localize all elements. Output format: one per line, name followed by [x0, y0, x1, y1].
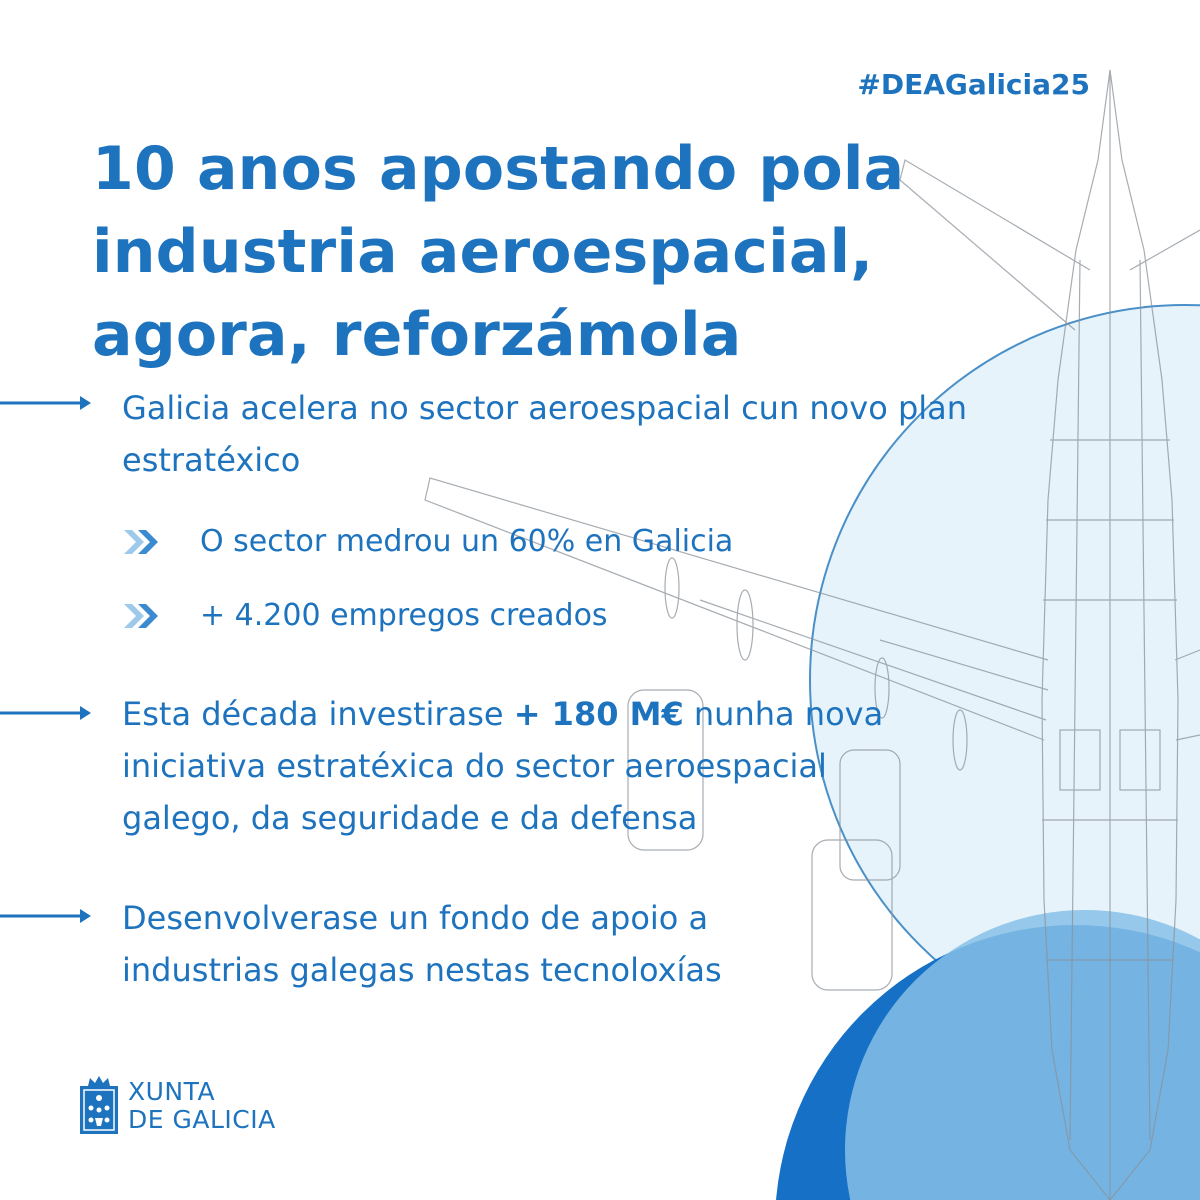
bullet-strategic-plan: Galicia acelera no sector aeroespacial cun novo plan estratéxico — [122, 389, 968, 479]
coat-of-arms-icon — [80, 1076, 118, 1134]
arrow-right-icon — [0, 703, 92, 723]
page-title: 10 anos apostando pola industria aeroespacial, agora, reforzámola — [92, 134, 905, 370]
bullet-investment-pre: Esta década investirase — [122, 695, 514, 733]
bullet-investment — [122, 688, 902, 844]
hashtag: #DEAGalicia25 — [857, 68, 1090, 101]
investment-amount: + 180 M€ — [513, 695, 684, 733]
double-chevron-icon — [122, 528, 162, 556]
logo-line-2: DE GALICIA — [128, 1105, 276, 1134]
double-chevron-icon — [122, 602, 162, 630]
bullet-support-fund: Desenvolverase un fondo de apoio a industrias galegas nestas tecnoloxías — [122, 899, 722, 989]
arrow-right-icon — [0, 906, 92, 926]
sub-item-growth: O sector medrou un 60% en Galicia — [200, 524, 734, 559]
arrow-right-icon — [0, 393, 92, 413]
logo-text — [128, 1078, 276, 1134]
sub-item-jobs: + 4.200 empregos creados — [200, 598, 608, 633]
bullet-investment-post: nunha nova iniciativa estratéxica do sector aeroespacial galego, da seguridade e da defensa — [122, 695, 884, 837]
xunta-logo — [80, 1076, 300, 1138]
logo-line-1: XUNTA — [128, 1077, 216, 1106]
